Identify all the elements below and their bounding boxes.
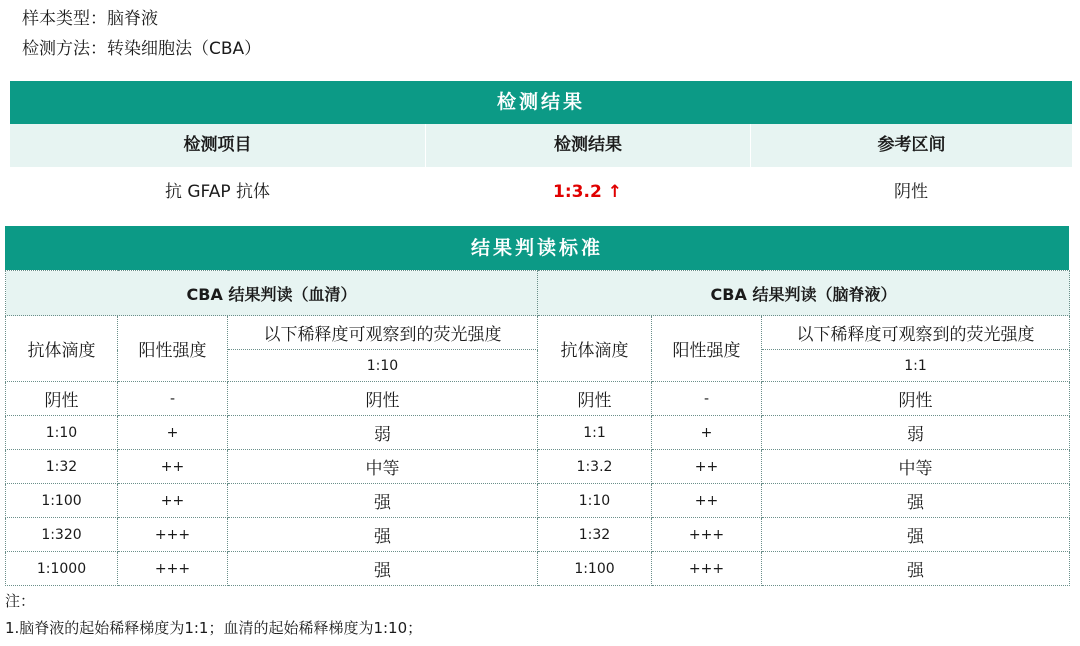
csf-intensity: ++ — [652, 484, 762, 518]
criteria-section — [5, 226, 1069, 586]
csf-col-fluorescence: 以下稀释度可观察到的荧光强度 — [762, 316, 1070, 350]
result-value: 1:3.2 ↑ — [553, 182, 622, 202]
csf-titer: 1:100 — [538, 552, 652, 586]
serum-titer: 1:100 — [6, 484, 118, 518]
serum-col-intensity: 阳性强度 — [118, 316, 228, 382]
table-row — [6, 382, 1070, 416]
csf-titer: 1:10 — [538, 484, 652, 518]
detection-result-section — [10, 81, 1072, 217]
csf-fluorescence: 强 — [762, 484, 1070, 518]
serum-intensity: - — [118, 382, 228, 416]
csf-fluorescence: 中等 — [762, 450, 1070, 484]
csf-titer: 1:3.2 — [538, 450, 652, 484]
serum-titer: 阴性 — [6, 382, 118, 416]
serum-col-fluorescence: 以下稀释度可观察到的荧光强度 — [228, 316, 538, 350]
csf-fluorescence: 强 — [762, 552, 1070, 586]
serum-intensity: +++ — [118, 552, 228, 586]
csf-header: CBA 结果判读（脑脊液） — [538, 271, 1070, 316]
detection-method: 检测方法：转染细胞法（CBA） — [22, 39, 262, 59]
table-row — [6, 416, 1070, 450]
csf-intensity: + — [652, 416, 762, 450]
header-reference: 参考区间 — [750, 124, 1072, 167]
table-row — [6, 484, 1070, 518]
notes-line-1: 1.脑脊液的起始稀释梯度为1:1；血清的起始稀释梯度为1:10； — [5, 619, 423, 637]
criteria-title: 结果判读标准 — [5, 226, 1069, 270]
csf-fluorescence: 阴性 — [762, 382, 1070, 416]
table-row — [6, 450, 1070, 484]
serum-fluorescence: 弱 — [228, 416, 538, 450]
csf-dilution: 1:1 — [762, 350, 1070, 382]
serum-fluorescence: 强 — [228, 552, 538, 586]
result-row — [10, 167, 1072, 217]
serum-intensity: + — [118, 416, 228, 450]
detection-result-title: 检测结果 — [10, 81, 1072, 124]
header-result: 检测结果 — [425, 124, 750, 167]
serum-intensity: ++ — [118, 484, 228, 518]
header-item: 检测项目 — [10, 124, 425, 167]
serum-col-titer: 抗体滴度 — [6, 316, 118, 382]
serum-fluorescence: 中等 — [228, 450, 538, 484]
serum-fluorescence: 强 — [228, 518, 538, 552]
result-item: 抗 GFAP 抗体 — [164, 182, 271, 202]
notes-label: 注： — [5, 592, 36, 610]
criteria-table — [5, 270, 1070, 586]
csf-intensity: - — [652, 382, 762, 416]
csf-fluorescence: 强 — [762, 518, 1070, 552]
serum-header: CBA 结果判读（血清） — [6, 271, 538, 316]
csf-titer: 阴性 — [538, 382, 652, 416]
result-header-row — [10, 124, 1072, 167]
csf-intensity: ++ — [652, 450, 762, 484]
csf-col-titer: 抗体滴度 — [538, 316, 652, 382]
csf-col-intensity: 阳性强度 — [652, 316, 762, 382]
serum-intensity: +++ — [118, 518, 228, 552]
serum-titer: 1:32 — [6, 450, 118, 484]
result-reference: 阴性 — [894, 182, 928, 202]
serum-fluorescence: 阴性 — [228, 382, 538, 416]
serum-fluorescence: 强 — [228, 484, 538, 518]
table-row — [6, 552, 1070, 586]
csf-titer: 1:1 — [538, 416, 652, 450]
csf-titer: 1:32 — [538, 518, 652, 552]
sample-type: 样本类型：脑脊液 — [22, 9, 158, 29]
serum-titer: 1:320 — [6, 518, 118, 552]
csf-intensity: +++ — [652, 518, 762, 552]
serum-dilution: 1:10 — [228, 350, 538, 382]
csf-intensity: +++ — [652, 552, 762, 586]
serum-titer: 1:10 — [6, 416, 118, 450]
serum-intensity: ++ — [118, 450, 228, 484]
serum-titer: 1:1000 — [6, 552, 118, 586]
table-row — [6, 518, 1070, 552]
csf-fluorescence: 弱 — [762, 416, 1070, 450]
